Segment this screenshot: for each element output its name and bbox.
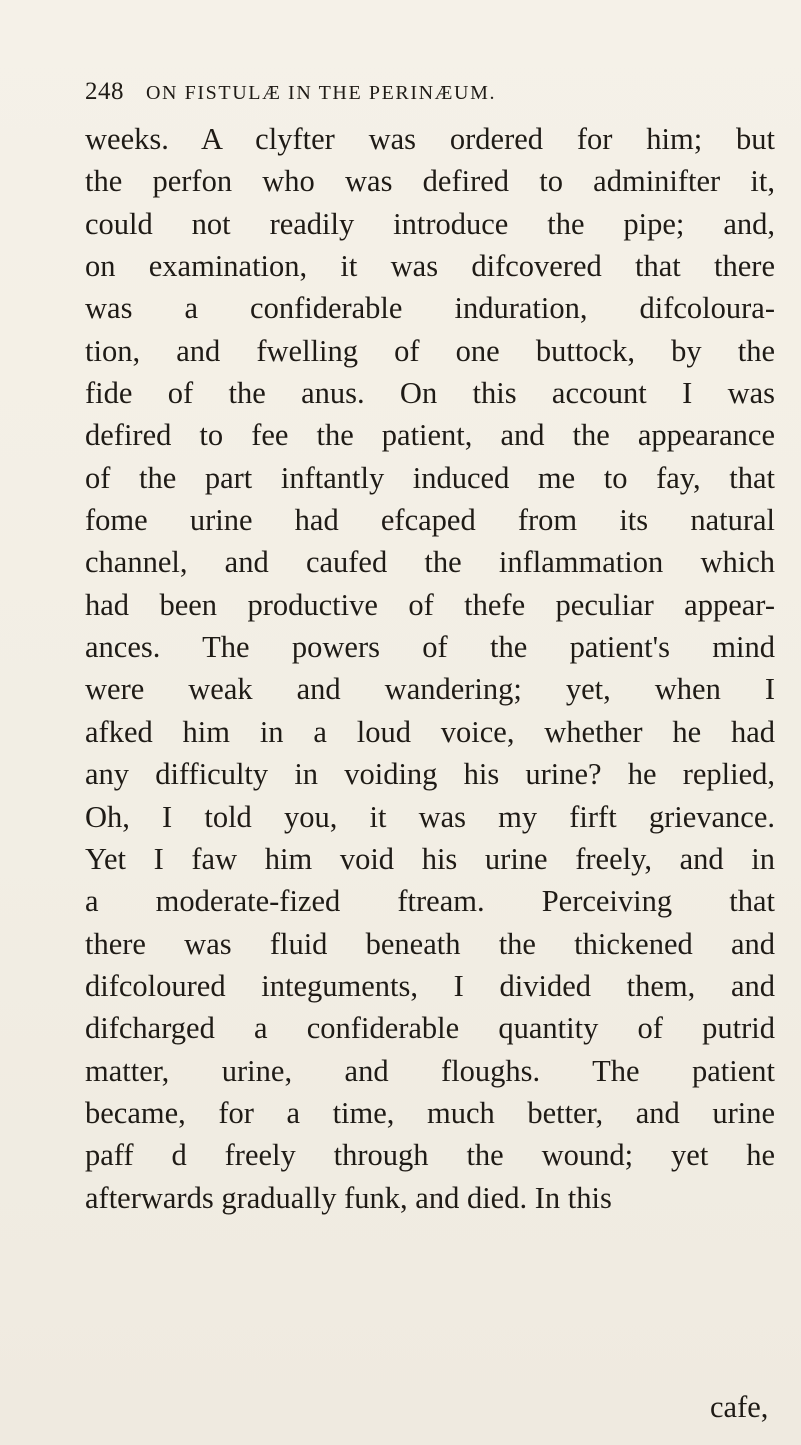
page-header [85, 78, 765, 114]
text-line: fome urine had efcaped from its natural [85, 503, 775, 538]
text-line: Yet I faw him void his urine freely, and in [85, 841, 775, 876]
catchword: cafe, [710, 1390, 769, 1424]
text-line: could not readily introduce the pipe; and, [85, 206, 775, 241]
text-line: paff d freely through the wound; yet he [85, 1138, 775, 1173]
text-line: matter, urine, and floughs. The patient [85, 1053, 775, 1088]
running-title: ON FISTULÆ IN THE PERINÆUM. [146, 82, 497, 104]
text-line: tion, and fwelling of one buttock, by the [85, 333, 775, 368]
text-line: became, for a time, much better, and urine [85, 1095, 775, 1130]
text-line: had been productive of thefe peculiar appear- [85, 587, 775, 622]
text-line: difcoloured integuments, I divided them, and [85, 968, 775, 1003]
text-line: ances. The powers of the patient's mind [85, 630, 775, 665]
text-line: difcharged a confiderable quantity of putrid [85, 1011, 775, 1046]
page-number: 248 [85, 78, 124, 105]
text-line: there was fluid beneath the thickened and [85, 926, 775, 961]
text-line: defired to fee the patient, and the appearance [85, 418, 775, 453]
text-line: were weak and wandering; yet, when I [85, 672, 775, 707]
text-line: afked him in a loud voice, whether he had [85, 714, 775, 749]
text-line: Oh, I told you, it was my firft grievance. [85, 799, 775, 834]
text-line: on examination, it was difcovered that there [85, 249, 775, 284]
text-line: a moderate-fized ftream. Perceiving that [85, 884, 775, 919]
text-line: any difficulty in voiding his urine? he replied, [85, 757, 775, 792]
text-line: channel, and caufed the inflammation which [85, 545, 775, 580]
text-line: afterwards gradually funk, and died. In this [85, 1180, 612, 1215]
text-line: of the part inftantly induced me to fay, that [85, 460, 775, 495]
text-line: weeks. A clyfter was ordered for him; but [85, 122, 775, 156]
text-line: the perfon who was defired to adminifter it, [85, 164, 775, 199]
text-line: was a confiderable induration, difcoloura- [85, 291, 775, 326]
text-line: fide of the anus. On this account I was [85, 376, 775, 411]
body-text [85, 118, 775, 1219]
